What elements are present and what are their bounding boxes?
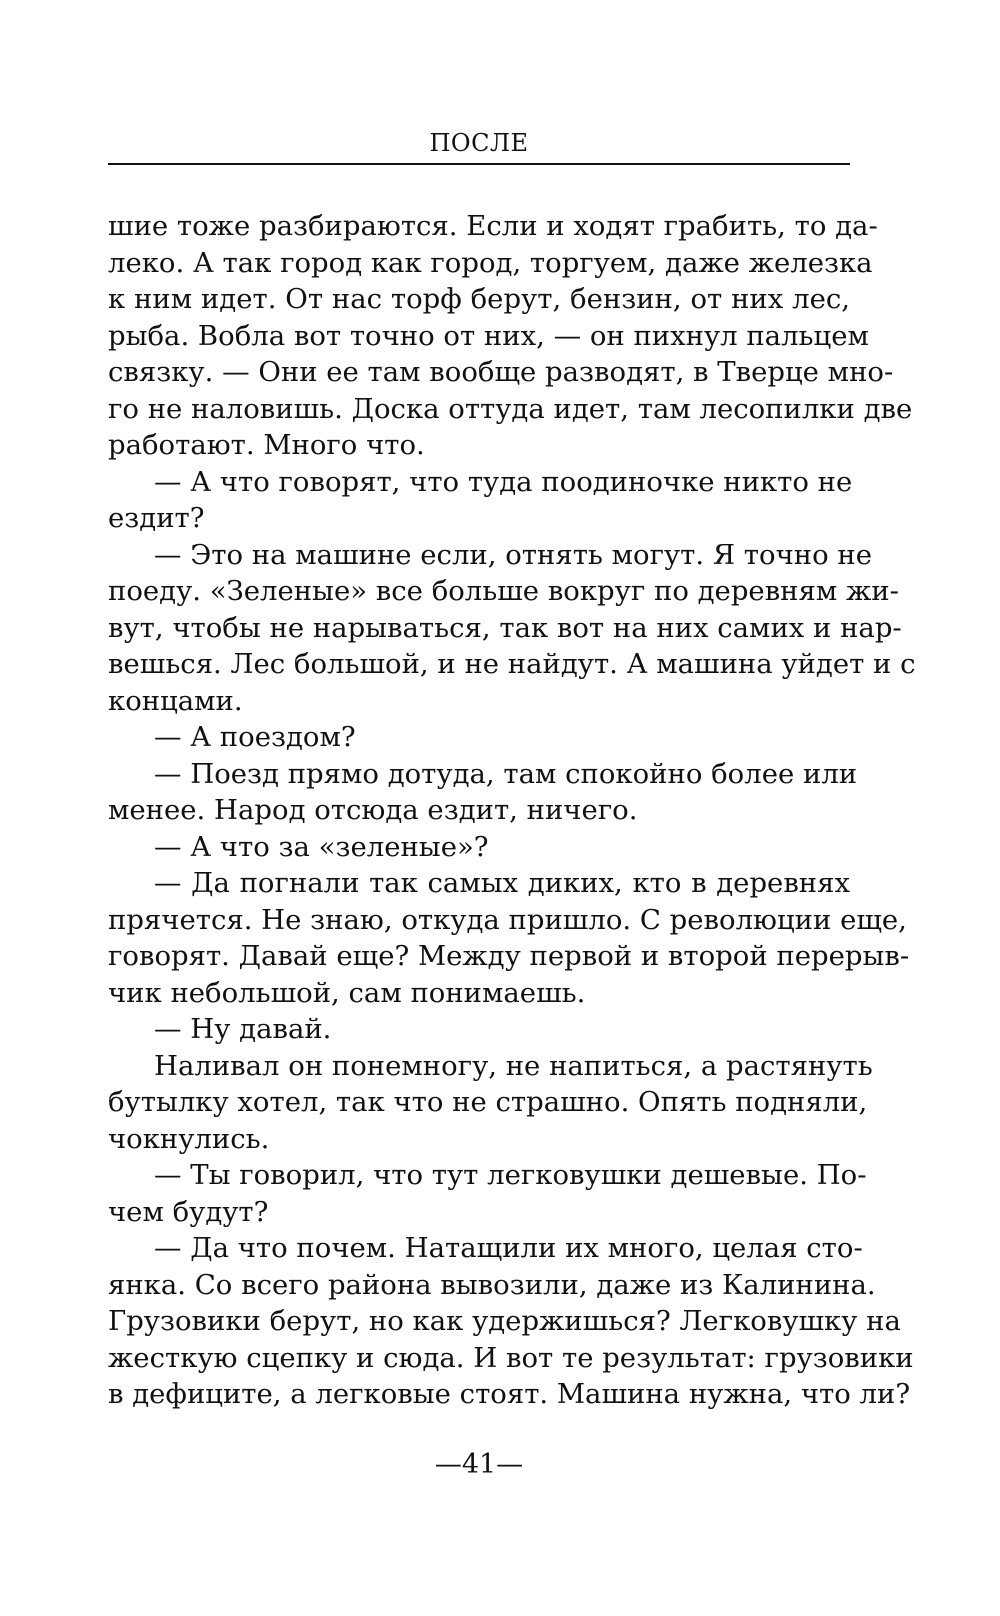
text-line: в дефиците, а легковые стоят. Машина нужна, что ли? xyxy=(108,1378,911,1410)
text-line: шие тоже разбираются. Если и ходят грабить, то да- xyxy=(108,210,878,242)
text-line: — А поездом? xyxy=(154,721,356,753)
text-line: — Это на машине если, отнять могут. Я точно не xyxy=(154,538,872,571)
text-line: чокнулись. xyxy=(108,1122,270,1155)
text-line: прячется. Не знаю, откуда пришло. С революции еще, xyxy=(108,903,907,936)
text-line: — Да что почем. Натащили их много, целая сто- xyxy=(154,1232,863,1264)
text-line: Грузовики берут, но как удержишься? Легковушку на xyxy=(108,1305,901,1337)
text-line: менее. Народ отсюда ездит, ничего. xyxy=(108,794,638,826)
text-line: — Поезд прямо дотуда, там спокойно более или xyxy=(154,757,858,790)
body-text xyxy=(108,208,916,1413)
text-line: чем будут? xyxy=(108,1195,269,1228)
text-line: вут, чтобы не нарываться, так вот на них самих и нар- xyxy=(108,611,902,644)
text-line: связку. — Они ее там вообще разводят, в Тверце мно- xyxy=(108,356,894,388)
text-line: янка. Со всего района вывозили, даже из Калинина. xyxy=(108,1268,876,1301)
text-line: леко. А так город как город, торгуем, даже железка xyxy=(108,246,873,279)
text-line: концами. xyxy=(108,684,243,717)
page-number: —41— xyxy=(434,1449,524,1480)
text-line: го не наловишь. Доска оттуда идет, там лесопилки две xyxy=(108,392,913,425)
text-line: чик небольшой, сам понимаешь. xyxy=(108,976,586,1009)
text-line: говорят. Давай еще? Между первой и второй перерыв- xyxy=(108,940,910,972)
text-line: поеду. «Зеленые» все больше вокруг по деревням жи- xyxy=(108,575,899,607)
header-rule xyxy=(108,163,850,165)
text-line: рыба. Вобла вот точно от них, — он пихнул пальцем xyxy=(108,319,869,352)
text-line: — Ты говорил, что тут легковушки дешевые. По- xyxy=(154,1159,867,1191)
text-line: вешься. Лес большой, и не найдут. А машина уйдет и с xyxy=(108,648,916,680)
text-line: жесткую сцепку и сюда. И вот те результат: грузовики xyxy=(108,1341,914,1374)
text-line: бутылку хотел, так что не страшно. Опять подняли, xyxy=(108,1086,868,1118)
text-line: — А что за «зеленые»? xyxy=(154,830,489,863)
running-head-title: ПОСЛЕ xyxy=(429,129,529,157)
text-line: к ним идет. От нас торф берут, бензин, от них лес, xyxy=(108,283,850,315)
text-line: ездит? xyxy=(108,502,205,534)
text-line: — Да погнали так самых диких, кто в деревнях xyxy=(154,867,850,899)
text-line: — А что говорят, что туда поодиночке никто не xyxy=(154,465,853,498)
text-line: — Ну давай. xyxy=(154,1013,332,1045)
text-line: работают. Много что. xyxy=(108,429,425,461)
text-line: Наливал он понемногу, не напиться, а растянуть xyxy=(154,1049,873,1082)
